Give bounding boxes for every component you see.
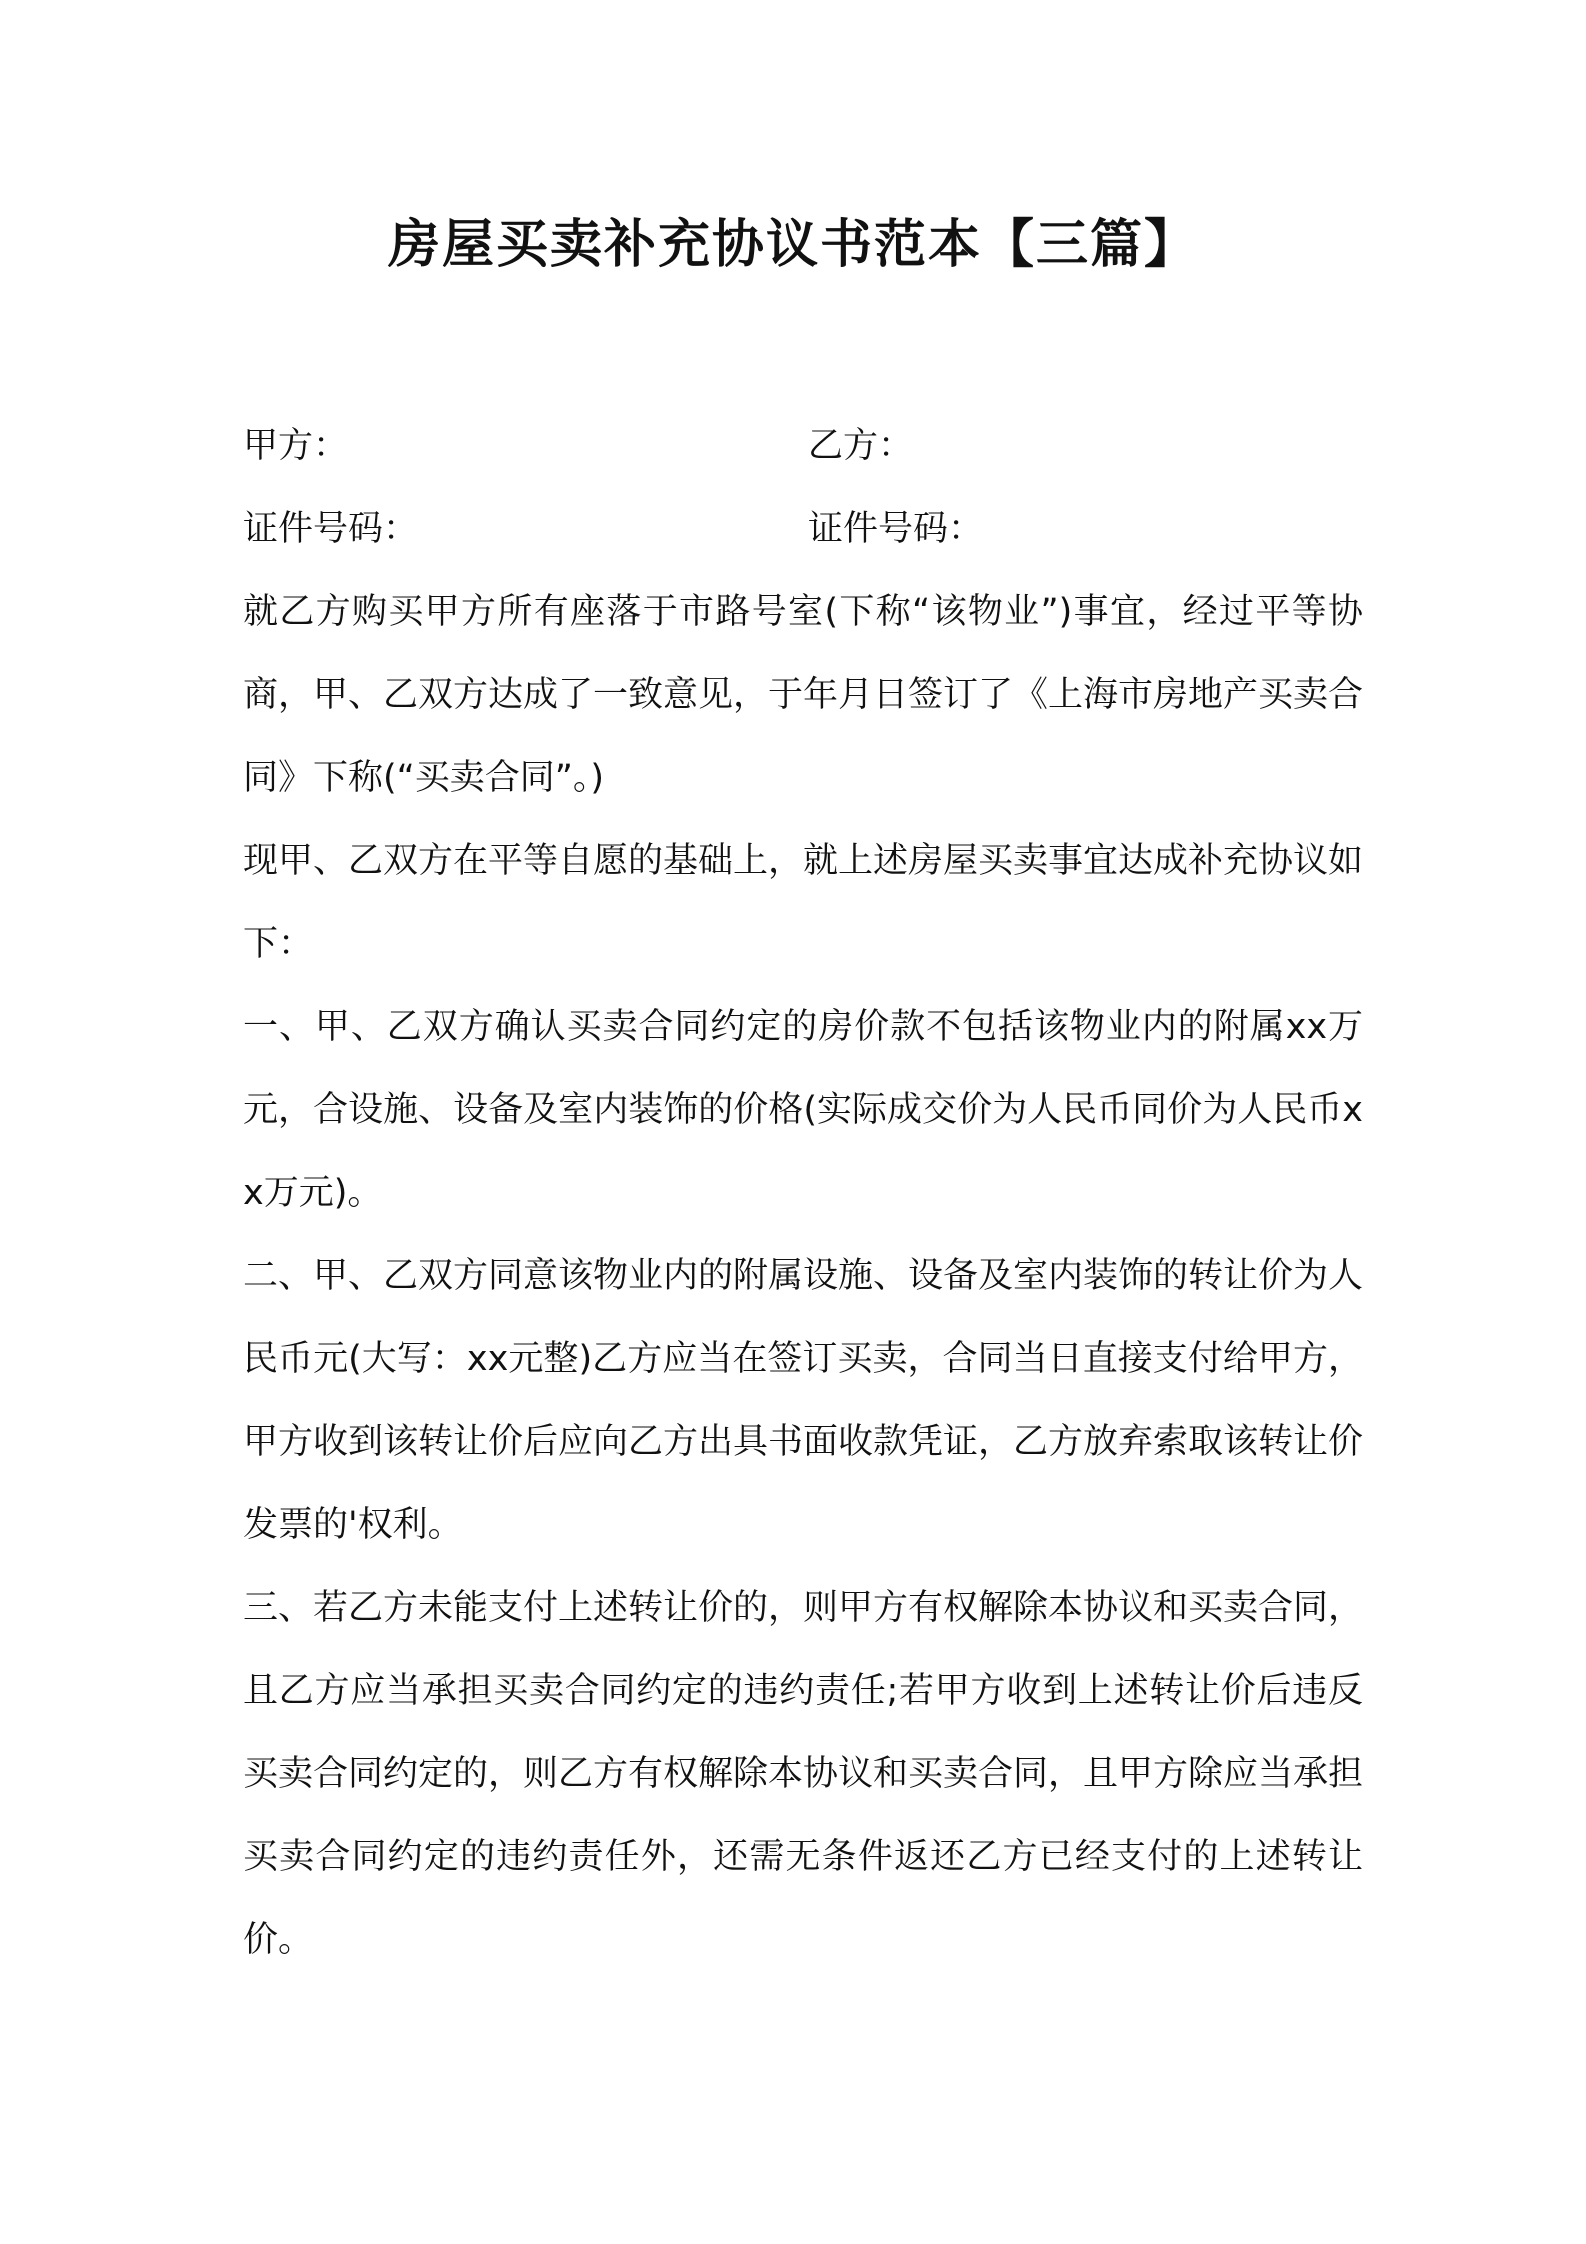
- party-b-label: 乙方：: [808, 426, 914, 466]
- id-row: [243, 488, 1363, 571]
- document-title: 房屋买卖补充协议书范本【三篇】: [387, 215, 1198, 275]
- paragraph-clause-3: 三、若乙方未能支付上述转让价的，则甲方有权解除本协议和买卖合同，且乙方应当承担买卖合同约定的违约责任;若甲方收到上述转让价后违反买卖合同约定的，则乙方有权解除本协议和买卖合同，且甲方除应当承担买卖合同约定的违约责任外，还需无条件返还乙方已经支付的上述转让价。: [243, 1588, 1364, 1960]
- document-body: [243, 405, 1363, 1982]
- paragraph-agreement: 现甲、乙双方在平等自愿的基础上，就上述房屋买卖事宜达成补充协议如下：: [243, 841, 1364, 964]
- id-b-label: 证件号码：: [808, 509, 984, 549]
- paragraph-clause-2: 二、甲、乙双方同意该物业内的附属设施、设备及室内装饰的转让价为人民币元(大写：xx元整)乙方应当在签订买卖，合同当日直接支付给甲方，甲方收到该转让价后应向乙方出具书面收款凭证，乙方放弃索取该转让价发票的'权利。: [243, 1256, 1364, 1545]
- party-row: [243, 405, 1363, 488]
- party-a-label: 甲方：: [243, 426, 349, 466]
- paragraph-clause-1: 一、甲、乙双方确认买卖合同约定的房价款不包括该物业内的附属xx万元，合设施、设备及室内装饰的价格(实际成交价为人民币同价为人民币xx万元)。: [243, 1007, 1363, 1213]
- id-a-label: 证件号码：: [243, 509, 419, 549]
- paragraph-intro: 就乙方购买甲方所有座落于市路号室(下称“该物业”)事宜，经过平等协商，甲、乙双方达成了一致意见，于年月日签订了《上海市房地产买卖合同》下称(“买卖合同”。): [243, 592, 1364, 798]
